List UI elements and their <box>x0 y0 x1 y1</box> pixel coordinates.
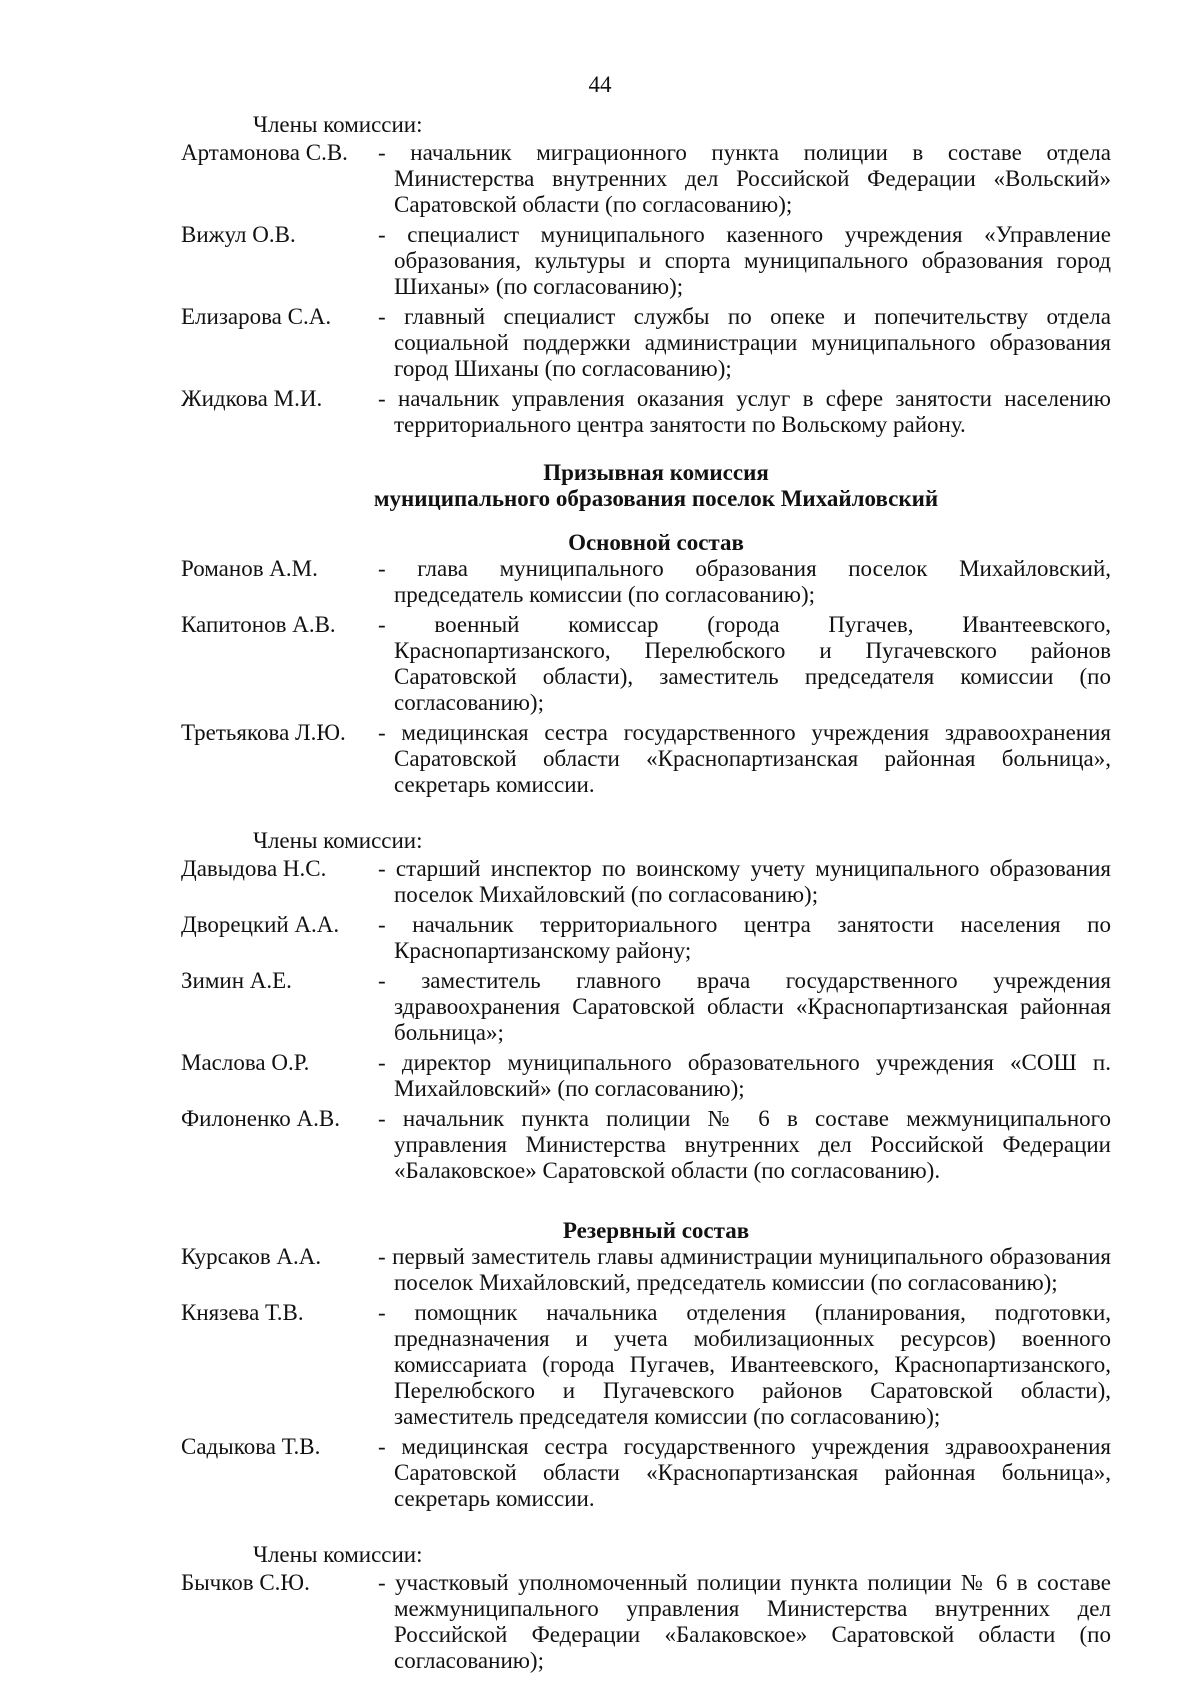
member-name: Третьякова Л.Ю. <box>181 720 346 745</box>
member-name: Давыдова Н.С. <box>181 856 327 881</box>
member-name: Бычков С.Ю. <box>181 1570 310 1595</box>
member-name: Романов А.М. <box>181 556 318 581</box>
member-description: - медицинская сестра государственного учреждения здравоохранения Саратовской области «Краснопартизанская районная больница», секретарь комиссии. <box>378 1434 1111 1511</box>
member-description: - начальник управления оказания услуг в сфере занятости населению территориального центра занятости по Вольскому району. <box>378 386 1111 437</box>
member-description: - военный комиссар (города Пугачев, Ивантеевского, Краснопартизанского, Перелюбского и Пугачевского районов Саратовской области), заместитель председателя комиссии (по согласованию); <box>378 612 1111 715</box>
member-entry <box>181 556 1111 608</box>
member-entry <box>181 1300 1111 1430</box>
member-name: Садыкова Т.В. <box>181 1434 321 1459</box>
member-entry <box>181 720 1111 798</box>
member-entry <box>181 1570 1111 1674</box>
member-name: Маслова О.Р. <box>181 1050 310 1075</box>
member-description: - начальник территориального центра занятости населения по Краснопартизанскому району; <box>378 912 1111 963</box>
member-description: - медицинская сестра государственного учреждения здравоохранения Саратовской области «Краснопартизанская районная больница», секретарь комиссии. <box>378 720 1111 797</box>
members-label: Члены комиссии: <box>253 828 423 853</box>
member-entry <box>181 140 1111 218</box>
member-name: Капитонов А.В. <box>181 612 336 637</box>
member-entry <box>181 1244 1111 1296</box>
member-entry <box>181 612 1111 716</box>
member-description: - помощник начальника отделения (планирования, подготовки, предназначения и учета мобилизационных ресурсов) военного комиссариата (города Пугачев, Ивантеевского, Краснопартизанского, Перелюбского и Пугачевского районов Саратовской области), заместитель председателя комиссии (по согласованию); <box>378 1300 1111 1429</box>
member-name: Артамонова С.В. <box>181 140 348 165</box>
member-description: - специалист муниципального казенного учреждения «Управление образования, культуры и спорта муниципального образования город Шиханы» (по согласованию); <box>378 222 1111 299</box>
member-description: - начальник пункта полиции № 6 в составе межмуниципального управления Министерства внутренних дел Российской Федерации «Балаковское» Саратовской области (по согласованию). <box>378 1106 1111 1183</box>
member-entry <box>181 1106 1111 1184</box>
members-label: Члены комиссии: <box>253 112 423 137</box>
member-description: - начальник миграционного пункта полиции в составе отдела Министерства внутренних дел Российской Федерации «Вольский» Саратовской области (по согласованию); <box>378 140 1111 217</box>
member-entry <box>181 1434 1111 1512</box>
member-description: - директор муниципального образовательного учреждения «СОШ п. Михайловский» (по согласованию); <box>378 1050 1111 1101</box>
member-name: Вижул О.В. <box>181 222 296 247</box>
reserve-composition-heading: Резервный состав <box>562 1218 750 1243</box>
member-description: - первый заместитель главы администрации муниципального образования поселок Михайловский, председатель комиссии (по согласованию); <box>378 1244 1111 1295</box>
member-name: Елизарова С.А. <box>181 304 332 329</box>
member-entry <box>181 386 1111 438</box>
members-label: Члены комиссии: <box>253 1542 423 1567</box>
commission-title-line2: муниципального образования поселок Михайловский <box>373 486 939 511</box>
member-name: Зимин А.Е. <box>181 968 292 993</box>
member-description: - главный специалист службы по опеке и попечительству отдела социальной поддержки администрации муниципального образования город Шиханы (по согласованию); <box>378 304 1111 381</box>
member-entry <box>181 856 1111 908</box>
member-entry <box>181 912 1111 964</box>
member-entry <box>181 222 1111 300</box>
member-name: Дворецкий А.А. <box>181 912 340 937</box>
member-description: - глава муниципального образования поселок Михайловский, председатель комиссии (по согласованию); <box>378 556 1111 607</box>
member-entry <box>181 968 1111 1046</box>
member-entry <box>181 304 1111 382</box>
member-description: - заместитель главного врача государственного учреждения здравоохранения Саратовской области «Краснопартизанская районная больница»; <box>378 968 1111 1045</box>
member-name: Жидкова М.И. <box>181 386 323 411</box>
main-composition-heading: Основной состав <box>568 530 744 555</box>
member-description: - участковый уполномоченный полиции пункта полиции № 6 в составе межмуниципального управления Министерства внутренних дел Российской Федерации «Балаковское» Саратовской области (по согласованию); <box>378 1570 1111 1673</box>
member-description: - старший инспектор по воинскому учету муниципального образования поселок Михайловский (по согласованию); <box>378 856 1111 907</box>
page-number: 44 <box>588 72 612 97</box>
member-name: Курсаков А.А. <box>181 1244 322 1269</box>
member-name: Князева Т.В. <box>181 1300 304 1325</box>
member-entry <box>181 1050 1111 1102</box>
member-name: Филоненко А.В. <box>181 1106 340 1131</box>
document-body <box>181 112 1111 1678</box>
commission-title-line1: Призывная комиссия <box>543 460 769 485</box>
